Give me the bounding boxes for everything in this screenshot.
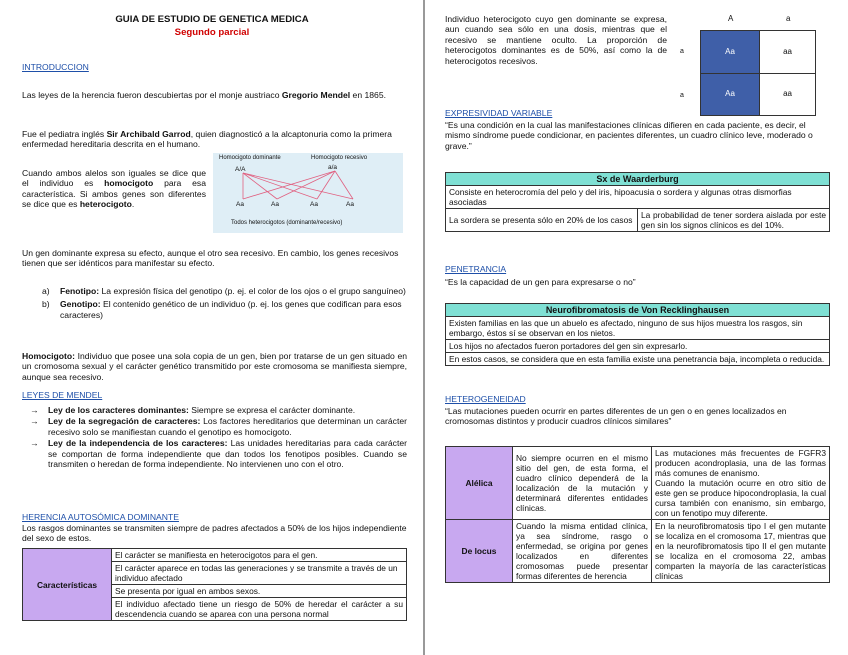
document-title: GUIA DE ESTUDIO DE GENETICA MEDICA: [115, 14, 309, 25]
heterogeneity-label: Alélica: [446, 447, 513, 520]
list-item: → Ley de la independencia de los caracteres: Las unidades hereditarias para cada carácter se comportan de forma independiente que dan todos los fenotipos posibles. Cuando se transmiten o heredan de forma independiente. No intervienen uno con el otro.: [30, 438, 407, 470]
figure-offspring: Aa: [236, 201, 244, 208]
definitions-list: [22, 286, 407, 323]
list-item: → Ley de los caracteres dominantes: Siempre se expresa el carácter dominante.: [30, 405, 356, 415]
inheritance-figure: [213, 153, 403, 233]
expressivity-heading[interactable]: EXPRESIVIDAD VARIABLE: [445, 108, 553, 118]
table-cell: En la neurofibromatosis tipo I el gen mutante se localiza en el cromosoma 17, mientras que en la neurofibromatosis tipo II el gen mutante se localiza en el cromosoma 22, ambas comparten la mayoría de las características clínicas: [652, 520, 830, 583]
autosomal-dominant-text: Los rasgos dominantes se transmiten siempre de padres afectados a 50% de los hijos independiente del sexo de estos.: [22, 523, 407, 544]
arrow-icon: →: [30, 438, 39, 449]
figure-allele-dominant: A/A: [235, 166, 246, 173]
table-cell: El carácter se manifiesta en heterocigotos para el gen.: [112, 549, 407, 562]
mendel-heading[interactable]: LEYES DE MENDEL: [22, 390, 103, 400]
list-item: → Ley de la segregación de caracteres: Los factores hereditarios que determinan un carácter recesivo solo se manifiestan cuando el genotipo es homocigoto.: [30, 416, 408, 437]
heterozygote-paragraph: Individuo heterocigoto cuyo gen dominante se expresa, aun cuando sea sólo en una dosis, mientras que el recesivo se mantiene oculto. La proporción de heterocigotos dominantes es de 50%, así como la de heterocigotos recesivos.: [445, 14, 667, 66]
neurofibromatosis-title: Neurofibromatosis de Von Recklinghausen: [446, 304, 830, 317]
homocigoto-definition: Homocigoto: Individuo que posee una sola copia de un gen, bien por tratarse de un gen situado en un cromosoma sexual y el carácter genético transmitido por este cromosoma se manifiesta siempre, aunque sea recesivo.: [22, 351, 407, 382]
figure-label-dominant: Homocigoto dominante: [219, 155, 281, 161]
document-subtitle: Segundo parcial: [174, 27, 250, 38]
list-item: b) Genotipo: El contenido genético de un individuo (p. ej. los genes que codifican para esos caracteres): [42, 299, 402, 320]
heterogeneity-label: De locus: [446, 520, 513, 583]
punnett-cell: Aa: [701, 73, 760, 116]
punnett-cell: aa: [760, 31, 816, 74]
table-cell: Las mutaciones más frecuentes de FGFR3 producen acondroplasia, una de las formas más comunes de enanismo. Cuando la mutación ocurre en otro sitio de este gen se produce hipocondroplasia, la cual cursa también con enanismo, sin embargo, con un fenotipo muy diferente.: [652, 447, 830, 520]
punnett-row-header: a: [680, 48, 684, 55]
punnett-square: [680, 10, 830, 120]
table-cell: Existen familias en las que un abuelo es afectado, ninguno de sus hijos muestra los rasgos, sin embargo, éstos sí se observan en los nietos.: [446, 317, 830, 340]
table-cell: El carácter aparece en todas las generaciones y se transmite a través de un individuo afectado: [112, 562, 407, 585]
punnett-cell: Aa: [701, 31, 760, 74]
table-cell: Se presenta por igual en ambos sexos.: [112, 585, 407, 598]
waardenburg-title: Sx de Waarderburg: [446, 173, 830, 186]
punnett-cell: aa: [760, 73, 816, 116]
heterogeneity-text: “Las mutaciones pueden ocurrir en partes diferentes de un gen o en genes localizados en cromosomas distintos y producir cuadros clínicos similares”: [445, 406, 787, 427]
table-cell: El individuo afectado tiene un riesgo de 50% de heredar el carácter a su descendencia cuando se aparea con una persona normal: [112, 598, 407, 621]
expressivity-text: “Es una condición en la cual las manifestaciones clínicas difieren en cada paciente, es decir, el mismo síndrome puede condicionar, en pacientes diferentes, un cuadro clínico leve, moderado o grave.”: [445, 120, 813, 151]
intro-heading[interactable]: INTRODUCCION: [22, 62, 89, 72]
heterogeneity-heading[interactable]: HETEROGENEIDAD: [445, 394, 526, 404]
penetrance-text: “Es la capacidad de un gen para expresarse o no”: [445, 277, 636, 287]
figure-offspring: Aa: [346, 201, 354, 208]
characteristics-label: Características: [23, 549, 112, 621]
table-cell: Los hijos no afectados fueron portadores del gen sin expresarlo.: [446, 340, 830, 353]
figure-caption: Todos heterocigotos (dominante/recesivo): [231, 220, 343, 226]
arrow-icon: →: [30, 416, 39, 427]
list-item: a) Fenotipo: La expresión física del genotipo (p. ej. el color de los ojos o el grupo sanguíneo): [42, 286, 406, 296]
table-cell: La sordera se presenta sólo en 20% de los casos: [446, 209, 638, 232]
neurofibromatosis-table: [445, 303, 830, 366]
intro-paragraph-4: Un gen dominante expresa su efecto, aunque el otro sea recesivo. En cambio, los genes recesivos tienen que ser idénticos para manifestar su efecto.: [22, 248, 399, 269]
intro-paragraph-3: Cuando ambos alelos son iguales se dice que el individuo es homocigoto para esa característica. Si ambos genes son diferentes se dice que es heterocigoto.: [22, 168, 206, 210]
table-cell: En estos casos, se considera que en esta familia existe una penetrancia baja, incompleta o reducida.: [446, 353, 830, 366]
table-cell: La probabilidad de tener sordera aislada por este gen sin los signos clínicos es del 10%.: [638, 209, 830, 232]
figure-offspring: Aa: [310, 201, 318, 208]
table-cell: No siempre ocurren en el mismo sitio del gen, de esta forma, el cuadro clínico dependerá de la localización de la mutación y determinará diferentes entidades clínicas.: [513, 447, 652, 520]
figure-label-recessive: Homocigoto recesivo: [311, 155, 368, 161]
figure-offspring: Aa: [271, 201, 279, 208]
mendel-laws-list: [22, 405, 407, 470]
intro-paragraph-2: Fue el pediatra inglés Sir Archibald Garrod, quien diagnosticó a la alcaptonuria como la primera enfermedad hereditaria descrita en el humano.: [22, 129, 392, 150]
table-cell: Cuando la misma entidad clínica, ya sea síndrome, rasgo o enfermedad, se origina por genes localizados en diferentes cromosomas puede presentar formas diferentes de herencia: [513, 520, 652, 583]
waardenburg-table: [445, 172, 830, 232]
punnett-col-header: a: [786, 14, 791, 23]
punnett-col-header: A: [728, 14, 734, 23]
arrow-icon: →: [30, 405, 39, 415]
right-page: [424, 0, 848, 655]
heterogeneity-table: [445, 446, 830, 583]
punnett-grid: [700, 30, 816, 116]
characteristics-table: [22, 548, 407, 621]
figure-allele-recessive: a/a: [328, 164, 338, 171]
punnett-row-header: a: [680, 92, 684, 99]
autosomal-dominant-heading[interactable]: HERENCIA AUTOSÓMICA DOMINANTE: [22, 512, 179, 522]
penetrance-heading[interactable]: PENETRANCIA: [445, 264, 507, 274]
intro-paragraph-1: Las leyes de la herencia fueron descubiertas por el monje austriaco Gregorio Mendel en 1865.: [22, 90, 386, 100]
table-cell: Consiste en heterocromía del pelo y del iris, hipoacusia o sordera y algunas otras dismorfias asociadas: [446, 186, 830, 209]
